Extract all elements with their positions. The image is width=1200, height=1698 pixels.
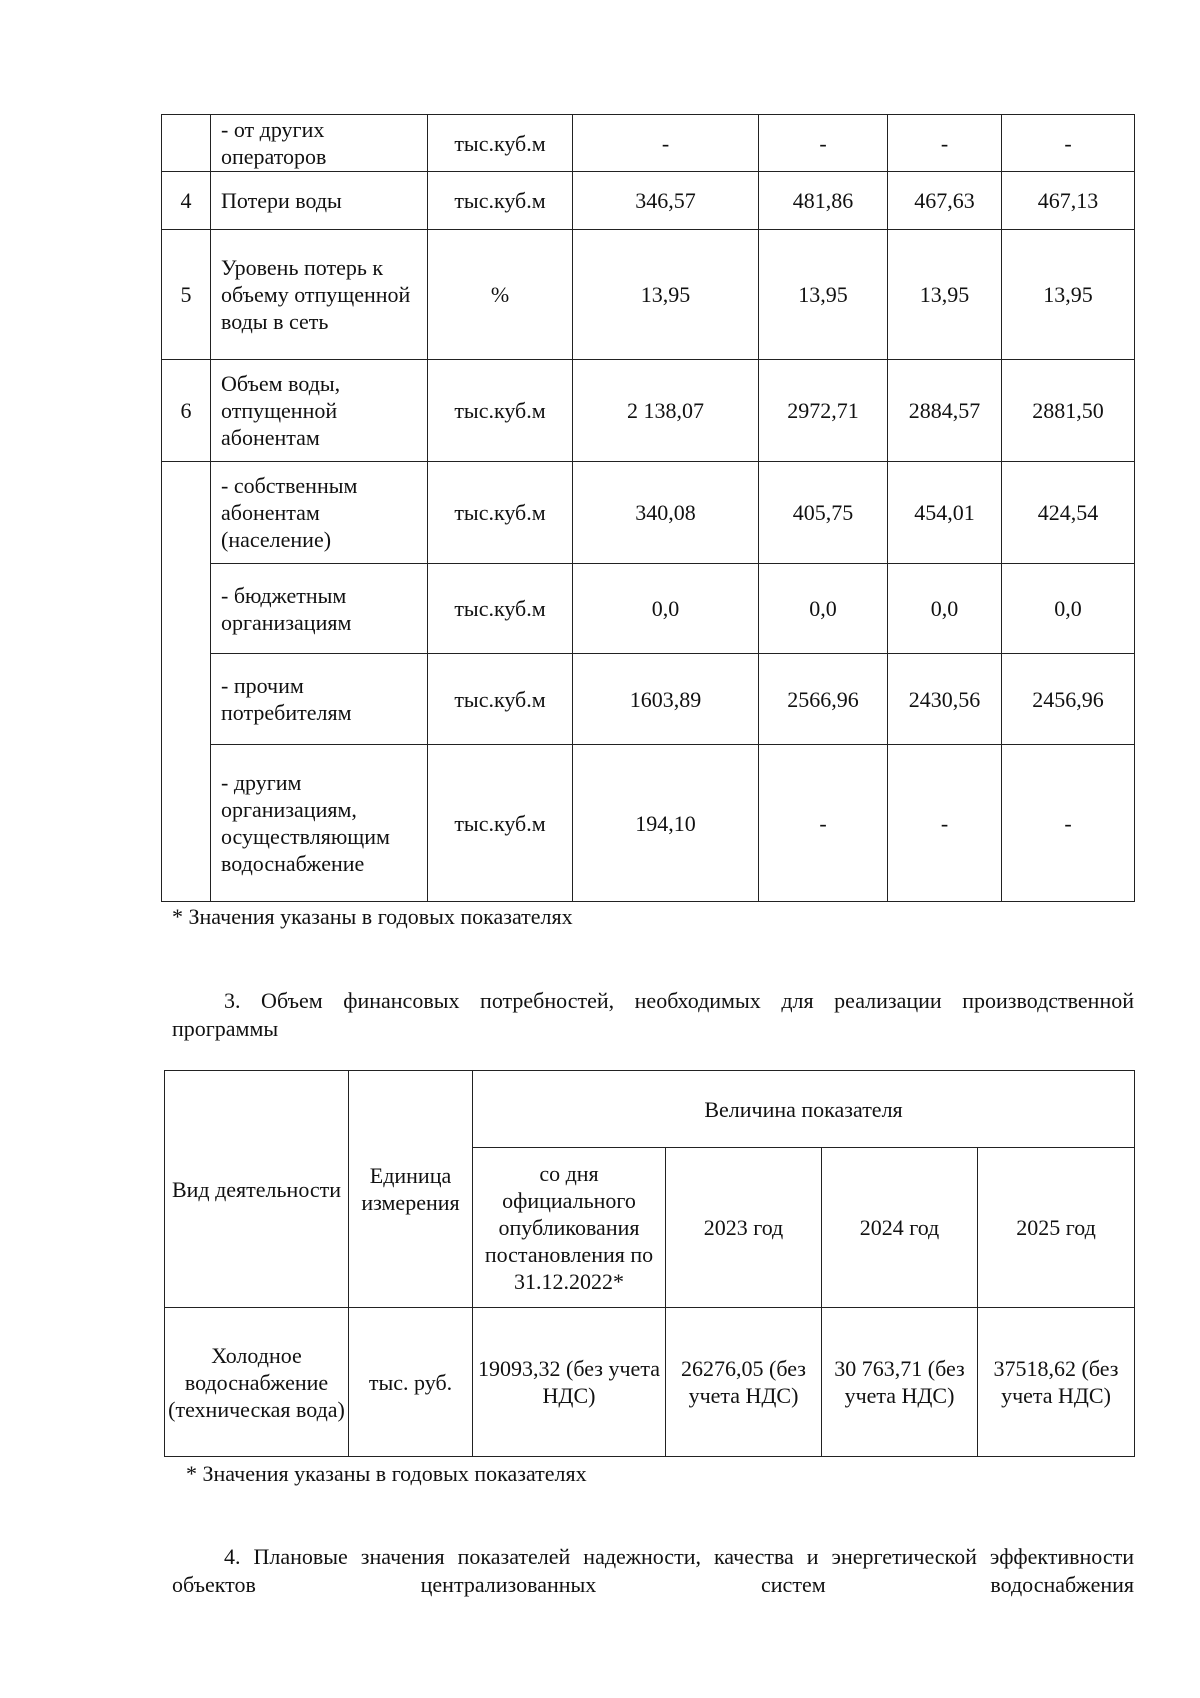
table-row <box>162 172 1135 230</box>
row-name: - прочим потребителям <box>211 654 428 745</box>
header-year-2024: 2024 год <box>822 1148 978 1308</box>
row-value: 405,75 <box>759 462 888 564</box>
row-number <box>162 564 211 654</box>
row-value: 13,95 <box>1002 230 1135 360</box>
row-name: Объем воды, отпущенной абонентам <box>211 360 428 462</box>
row-value: 0,0 <box>759 564 888 654</box>
row-unit: тыс.куб.м <box>428 360 573 462</box>
row-number <box>162 654 211 745</box>
table-row <box>162 115 1135 172</box>
row-name: - от других операторов <box>211 115 428 172</box>
row-value: 2881,50 <box>1002 360 1135 462</box>
row-number <box>162 115 211 172</box>
table-row <box>162 462 1135 564</box>
row-value: - <box>888 745 1002 902</box>
row-value: 467,13 <box>1002 172 1135 230</box>
row-unit: тыс.куб.м <box>428 564 573 654</box>
header-activity: Вид деятельности <box>165 1071 349 1308</box>
row-unit: тыс.куб.м <box>428 172 573 230</box>
water-volume-table <box>161 114 1135 902</box>
table-row <box>162 360 1135 462</box>
row-number <box>162 462 211 564</box>
row-number: 4 <box>162 172 211 230</box>
row-value: 2566,96 <box>759 654 888 745</box>
row-number: 6 <box>162 360 211 462</box>
row-value: 467,63 <box>888 172 1002 230</box>
row-value: 340,08 <box>573 462 759 564</box>
row-value: 26276,05 (без учета НДС) <box>666 1308 822 1457</box>
row-value: - <box>573 115 759 172</box>
header-year-2023: 2023 год <box>666 1148 822 1308</box>
table-row <box>165 1308 1135 1457</box>
row-value: 454,01 <box>888 462 1002 564</box>
row-value: 2 138,07 <box>573 360 759 462</box>
table-row <box>162 564 1135 654</box>
table-header-row <box>165 1071 1135 1148</box>
row-value: 2456,96 <box>1002 654 1135 745</box>
row-name: - другим организациям, осуществляющим водоснабжение <box>211 745 428 902</box>
row-value: 2884,57 <box>888 360 1002 462</box>
row-value: 2430,56 <box>888 654 1002 745</box>
row-value: 30 763,71 (без учета НДС) <box>822 1308 978 1457</box>
row-value: 346,57 <box>573 172 759 230</box>
header-year-2025: 2025 год <box>978 1148 1135 1308</box>
row-value: 13,95 <box>573 230 759 360</box>
row-value: 0,0 <box>888 564 1002 654</box>
row-value: 194,10 <box>573 745 759 902</box>
row-value: 424,54 <box>1002 462 1135 564</box>
row-value: - <box>888 115 1002 172</box>
row-name: - собственным абонентам (население) <box>211 462 428 564</box>
row-number <box>162 745 211 902</box>
row-unit: тыс.куб.м <box>428 115 573 172</box>
row-unit: тыс.куб.м <box>428 745 573 902</box>
row-value: - <box>1002 745 1135 902</box>
row-unit: % <box>428 230 573 360</box>
row-unit: тыс.куб.м <box>428 654 573 745</box>
table2-footnote: * Значения указаны в годовых показателях <box>186 1461 587 1486</box>
row-name: Уровень потерь к объему отпущенной воды в сеть <box>211 230 428 360</box>
row-value: 19093,32 (без учета НДС) <box>473 1308 666 1457</box>
row-value: 13,95 <box>888 230 1002 360</box>
row-unit: тыс. руб. <box>349 1308 473 1457</box>
row-value: 13,95 <box>759 230 888 360</box>
table1-footnote: * Значения указаны в годовых показателях <box>172 904 573 929</box>
row-value: - <box>759 115 888 172</box>
table-row <box>162 230 1135 360</box>
row-value: 1603,89 <box>573 654 759 745</box>
row-value: - <box>759 745 888 902</box>
section3-heading: 3. Объем финансовых потребностей, необходимых для реализации производственной программы <box>172 988 1134 1041</box>
table-row <box>162 745 1135 902</box>
row-name: - бюджетным организациям <box>211 564 428 654</box>
row-activity: Холодное водоснабжение (техническая вода) <box>165 1308 349 1457</box>
header-period: со дня официального опубликования постановления по 31.12.2022* <box>473 1148 666 1308</box>
row-value: 0,0 <box>1002 564 1135 654</box>
header-indicator-value: Величина показателя <box>473 1071 1135 1148</box>
financial-needs-table <box>164 1070 1135 1457</box>
row-value: 2972,71 <box>759 360 888 462</box>
table-row <box>162 654 1135 745</box>
row-unit: тыс.куб.м <box>428 462 573 564</box>
row-number: 5 <box>162 230 211 360</box>
row-value: 481,86 <box>759 172 888 230</box>
row-value: 0,0 <box>573 564 759 654</box>
row-name: Потери воды <box>211 172 428 230</box>
row-value: - <box>1002 115 1135 172</box>
section4-heading: 4. Плановые значения показателей надежности, качества и энергетической эффективности объектов централизованных систем водоснабжения <box>172 1544 1134 1597</box>
row-value: 37518,62 (без учета НДС) <box>978 1308 1135 1457</box>
header-unit: Единица измерения <box>349 1071 473 1308</box>
